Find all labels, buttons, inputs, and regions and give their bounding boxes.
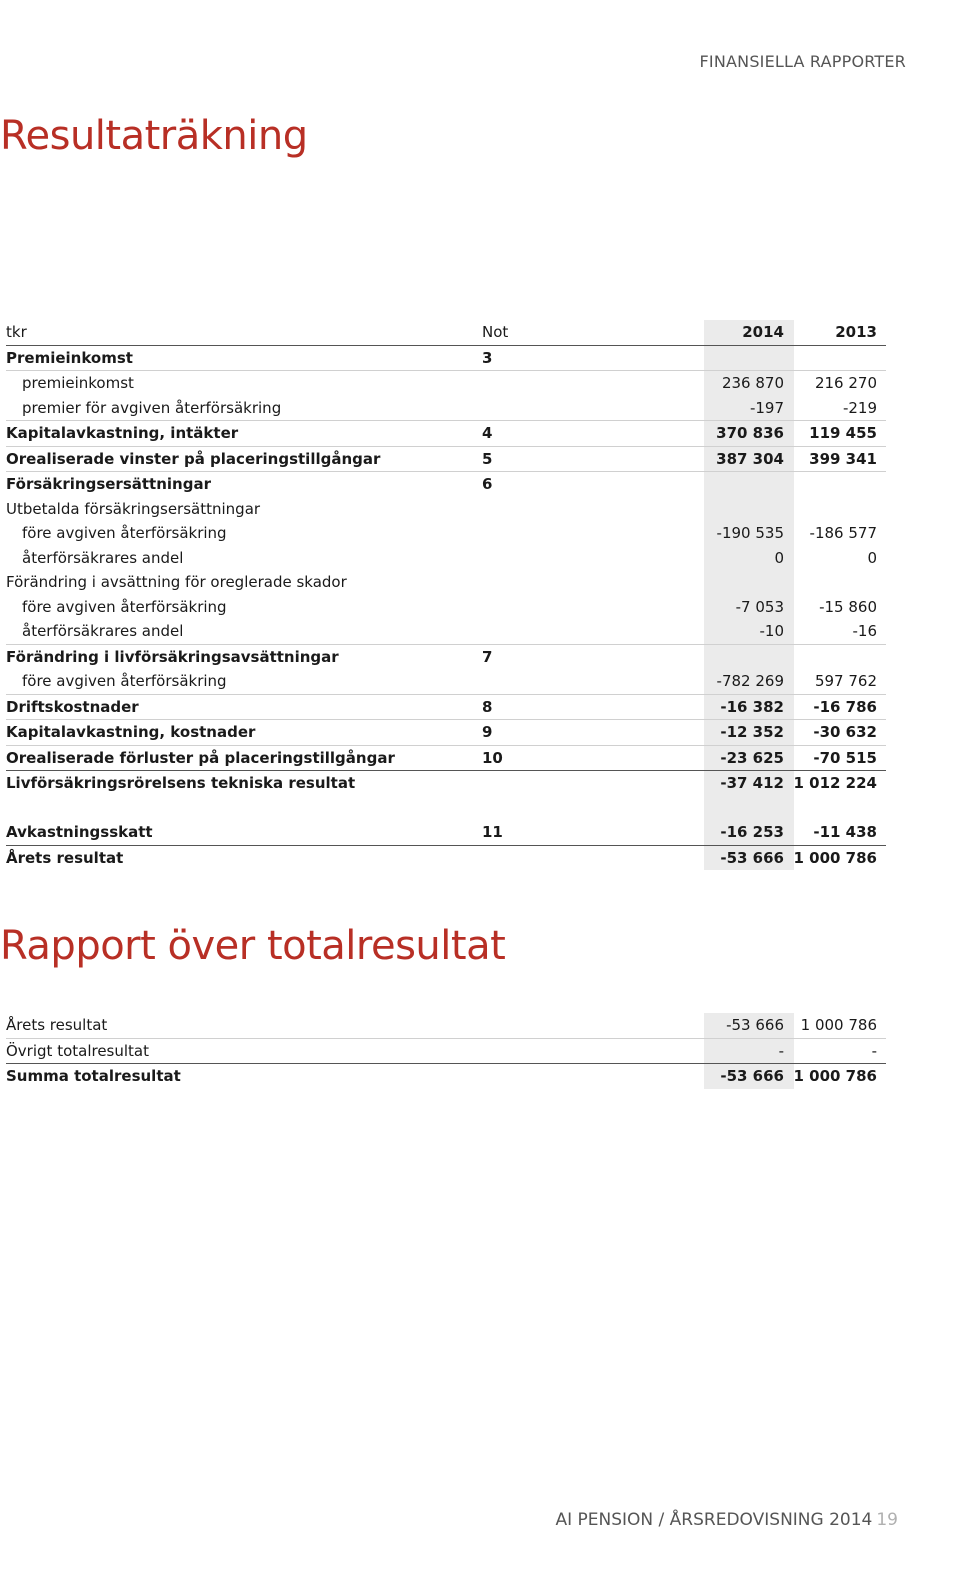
page-footer	[555, 1510, 898, 1530]
income-statement-rows	[6, 346, 886, 871]
cell-label: återförsäkrares andel	[22, 622, 184, 640]
cell-label: före avgiven återförsäkring	[22, 597, 227, 616]
cell-label: Kapitalavkastning, intäkter	[6, 424, 239, 442]
cell-label: Årets resultat	[6, 848, 124, 867]
column-header-2014: 2014	[742, 323, 784, 341]
cell-note: 6	[482, 475, 493, 493]
table-row	[6, 746, 886, 772]
cell-v2014: -16 382	[720, 697, 784, 716]
table-row	[6, 796, 886, 821]
income-statement-title: Resultaträkning	[0, 113, 308, 159]
column-header-label: tkr	[6, 323, 27, 341]
cell-v2014: -12 352	[720, 723, 784, 741]
cell-label: Summa totalresultat	[6, 1067, 181, 1085]
table-row	[6, 695, 886, 721]
table-row	[6, 371, 886, 396]
cell-v2013: 1 000 786	[793, 848, 877, 867]
cell-v2014: -197	[749, 398, 784, 417]
cell-v2014: -23 625	[720, 748, 784, 767]
comprehensive-income-rows	[6, 1013, 886, 1089]
cell-label: Försäkringsersättningar	[6, 475, 211, 493]
cell-label: Driftskostnader	[6, 697, 139, 716]
cell-label: premier för avgiven återförsäkring	[22, 398, 282, 417]
cell-v2014: -53 666	[720, 848, 784, 867]
table-row	[6, 521, 886, 546]
cell-v2014: 236 870	[721, 374, 784, 392]
cell-label: före avgiven återförsäkring	[22, 672, 227, 690]
table-row	[6, 421, 886, 447]
table-row	[6, 669, 886, 695]
cell-note: 10	[482, 748, 503, 767]
cell-v2013: 119 455	[809, 424, 877, 442]
table-row	[6, 570, 886, 595]
cell-note: 5	[482, 449, 493, 468]
table-row	[6, 1064, 886, 1089]
table-row	[6, 645, 886, 670]
table-row	[6, 1013, 886, 1039]
cell-v2014: 0	[774, 548, 784, 567]
cell-label: Avkastningsskatt	[6, 823, 153, 841]
cell-label: Orealiserade förluster på placeringstillgångar	[6, 748, 395, 767]
cell-label: Årets resultat	[6, 1016, 108, 1034]
footer-publication: AI PENSION / ÅRSREDOVISNING 2014	[555, 1510, 873, 1530]
cell-v2013: -186 577	[809, 524, 877, 542]
cell-v2014: 387 304	[716, 449, 784, 468]
cell-v2013: 1 000 786	[793, 1067, 877, 1085]
table-row	[6, 497, 886, 522]
cell-v2014: -10	[759, 622, 784, 640]
table-row	[6, 346, 886, 372]
table-row	[6, 846, 886, 871]
cell-v2013: -16 786	[813, 697, 877, 716]
cell-label: Premieinkomst	[6, 348, 133, 367]
cell-v2014: -37 412	[720, 774, 784, 792]
table-row	[6, 820, 886, 846]
cell-label: före avgiven återförsäkring	[22, 524, 227, 542]
cell-v2013: 1 012 224	[793, 774, 877, 792]
cell-v2014: -16 253	[720, 823, 784, 841]
cell-v2013: -16	[852, 622, 877, 640]
cell-v2014: -53 666	[720, 1067, 784, 1085]
cell-label: Livförsäkringsrörelsens tekniska resultat	[6, 774, 356, 792]
page-number: 19	[876, 1510, 898, 1530]
cell-label: Övrigt totalresultat	[6, 1041, 149, 1060]
income-statement-table	[6, 320, 886, 870]
table-row	[6, 396, 886, 422]
cell-v2013: -30 632	[813, 723, 877, 741]
cell-note: 3	[482, 348, 493, 367]
comprehensive-income-title: Rapport över totalresultat	[0, 923, 506, 969]
cell-v2013: -70 515	[813, 748, 877, 767]
cell-v2014: -190 535	[716, 524, 784, 542]
cell-label: Förändring i avsättning för oreglerade skador	[6, 573, 347, 591]
cell-label: Utbetalda försäkringsersättningar	[6, 499, 261, 518]
cell-v2013: 399 341	[809, 449, 877, 468]
cell-v2014: -7 053	[735, 597, 784, 616]
cell-v2013: -11 438	[813, 823, 877, 841]
table-row	[6, 771, 886, 796]
cell-v2013: 0	[867, 548, 877, 567]
cell-v2013: -219	[842, 398, 877, 417]
cell-v2013: 597 762	[814, 672, 877, 690]
cell-label: återförsäkrares andel	[22, 548, 184, 567]
comprehensive-income-table	[6, 1013, 886, 1089]
cell-label: Orealiserade vinster på placeringstillgångar	[6, 449, 381, 468]
cell-label: premieinkomst	[22, 374, 134, 392]
column-header-2013: 2013	[835, 323, 877, 341]
cell-v2013: 216 270	[814, 374, 877, 392]
cell-note: 4	[482, 424, 493, 442]
cell-v2014: -	[778, 1041, 784, 1060]
cell-label: Förändring i livförsäkringsavsättningar	[6, 647, 339, 666]
cell-v2014: -53 666	[726, 1016, 784, 1034]
cell-v2014: 370 836	[716, 424, 784, 442]
table-row	[6, 472, 886, 497]
cell-note: 8	[482, 697, 493, 716]
table-row	[6, 595, 886, 620]
table-row	[6, 447, 886, 473]
cell-label: Kapitalavkastning, kostnader	[6, 723, 256, 741]
cell-v2013: -15 860	[819, 597, 877, 616]
table-row	[6, 720, 886, 746]
table-row	[6, 619, 886, 645]
table-row	[6, 546, 886, 571]
table-row	[6, 1039, 886, 1065]
column-header-note: Not	[482, 323, 509, 341]
cell-v2014: -782 269	[716, 672, 784, 690]
table-header-row	[6, 320, 886, 346]
cell-note: 9	[482, 723, 493, 741]
cell-note: 11	[482, 823, 503, 841]
cell-v2013: -	[871, 1041, 877, 1060]
section-header: FINANSIELLA RAPPORTER	[699, 52, 906, 71]
cell-note: 7	[482, 647, 493, 666]
cell-v2013: 1 000 786	[800, 1016, 877, 1034]
